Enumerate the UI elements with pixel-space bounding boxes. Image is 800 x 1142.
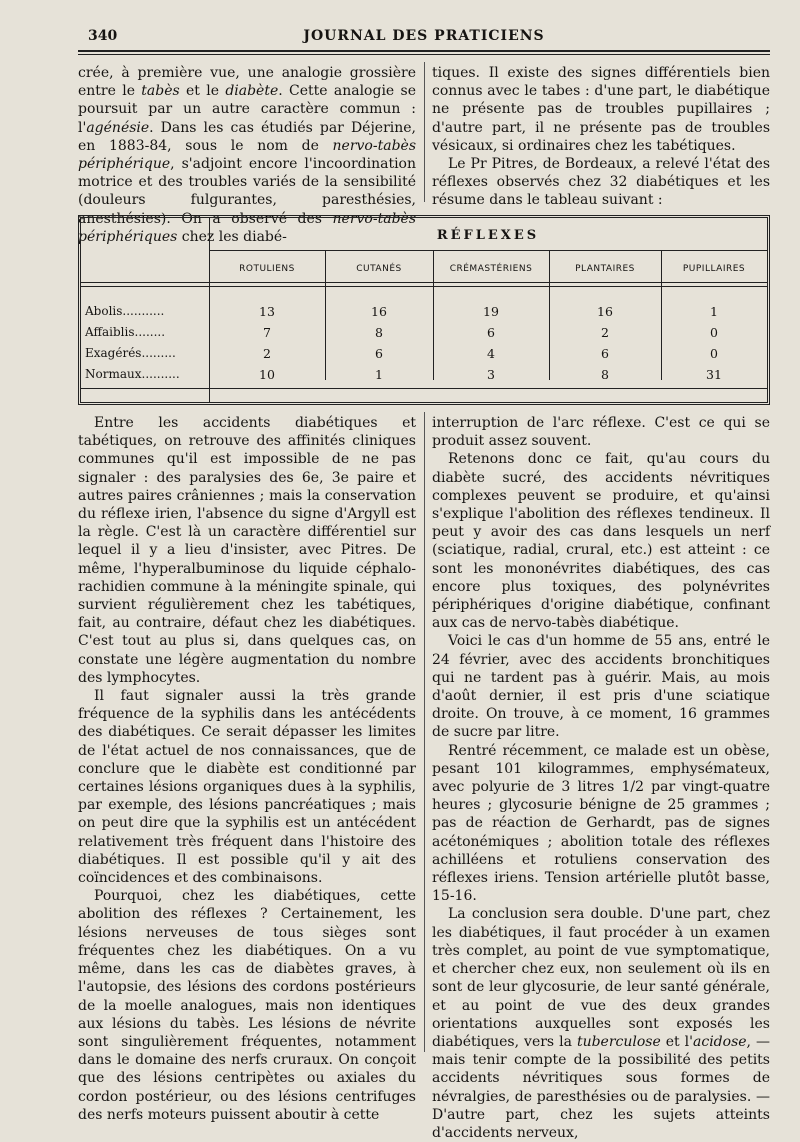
italic-term: agénésie <box>86 119 150 136</box>
bottom-right-paragraph-1 <box>432 414 770 450</box>
table-rule <box>209 250 767 251</box>
table-cell: 0 <box>710 325 718 340</box>
table-cell: 8 <box>375 325 383 340</box>
leader-dots: .......... <box>141 367 180 381</box>
table-cell: 31 <box>706 367 722 382</box>
col-header-cremasteriens: CRÉMASTÉRIENS <box>449 264 533 274</box>
row-label <box>85 304 164 318</box>
italic-term: nervo-tabès périphérique <box>78 137 416 173</box>
col-header-plantaires: PLANTAIRES <box>575 264 635 274</box>
text-run: crée, à première vue, une analogie grossière entre le <box>78 65 416 100</box>
table-rule <box>81 388 767 389</box>
table-cell: 1 <box>375 367 383 382</box>
text-run: La conclusion sera double. D'une part, chez les diabétiques, il faut procéder à un examen très complet, au point de vue symptomatique, et chercher chez eux, non seulement où ils en sont de leur glycosurie, de leur santé générale, et au point de vue des deux grandes orientations auxquelles sont exposés les diabétiques, vers la <box>432 906 770 1050</box>
table-cell: 13 <box>259 304 275 319</box>
running-title: JOURNAL DES PRATICIENS <box>303 28 545 44</box>
row-label <box>85 346 176 360</box>
table-cell: 2 <box>601 325 609 340</box>
table-cell: 1 <box>710 304 718 319</box>
col-header-rotuliens: ROTULIENS <box>239 264 295 274</box>
table-cell: 6 <box>375 346 383 361</box>
leader-dots: ......... <box>141 346 176 360</box>
table-cell: 8 <box>601 367 609 382</box>
top-right-paragraph-2: Le Pr Pitres, de Bordeaux, a relevé l'état des réflexes observés chez 32 diabétiques et les résume dans le tableau suivant : <box>432 156 770 209</box>
row-label-text: Normaux <box>85 367 142 381</box>
italic-term: nervo-tabès périphériques <box>78 210 416 245</box>
italic-term: tuberculose <box>576 1033 661 1050</box>
text-run: chez les diabé- <box>177 228 287 245</box>
page-header <box>78 26 770 50</box>
text-run: Voici le cas d'un homme de 55 ans, entré le 24 février, avec des accidents bronchitiques qui ne tardent pas à guérir. Mais, au mois d'août dernier, il est pris d'une sciatique droite. On trouve, à ce moment, 16 grammes de sucre par litre. <box>432 633 770 741</box>
table-cell: 16 <box>597 304 613 319</box>
header-rule-thin <box>78 54 770 55</box>
col-header-pupillaires: PUPILLAIRES <box>682 264 746 274</box>
header-rule <box>78 50 770 52</box>
bottom-left-paragraph-3: Pourquoi, chez les diabétiques, cette abolition des réflexes ? Certainement, les lésions nerveuses de tous sièges sont fréquentes chez les diabétiques. On a vu même, dans les cas de diabètes graves, à l'autopsie, des lésions des cordons postérieurs de la moelle analogues, mais non identiques aux lésions du tabès. Les lésions de névrite sont singulièrement fréquentes, notamment dans le domaine des nerfs cruraux. On conçoit que des lésions centripètes ou axiales du cordon postérieur, ou des lésions centrifuges des nerfs moteurs puissent aboutir à cette <box>78 888 416 1123</box>
table-group-title: RÉFLEXES <box>436 228 540 243</box>
table-cell: 4 <box>487 346 495 361</box>
column-divider-bottom <box>424 412 425 1052</box>
row-label-text: Affaiblis <box>85 325 135 339</box>
bottom-right-paragraph-2 <box>432 450 770 632</box>
table-cell: 10 <box>259 367 275 382</box>
table-cell: 6 <box>601 346 609 361</box>
bottom-left-column <box>78 414 416 1124</box>
col-header-cutanes: CUTANÉS <box>356 264 402 274</box>
row-label <box>85 325 165 339</box>
leader-dots: ........ <box>134 325 166 339</box>
italic-term: diabète <box>225 83 279 100</box>
bottom-right-paragraph-5 <box>432 905 770 1142</box>
text-run: , s'adjoint encore l'incoordination motrice et des troubles variés de la sensibilité (douleurs fulgurantes, paresthésies, anesthésies). On a observé des <box>78 156 416 227</box>
bottom-right-paragraph-4 <box>432 742 770 906</box>
table-cell: 2 <box>263 346 271 361</box>
top-right-paragraph-1: tiques. Il existe des signes différentiels bien connus avec le tabes : d'une part, le diabétique ne présente pas de troubles pupillaires ; d'autre part, il ne présente pas de troubles vésicaux, si ordinaires chez les tabétiques. <box>432 65 770 154</box>
text-run: Rentré récemment, ce malade est un obèse, pesant 101 kilogrammes, emphysémateux, avec polyurie de 3 litres 1/2 par vingt-quatre heures ; glycosurie bénigne de 25 grammes ; pas de réaction de Gerhardt, pas de signes acétonémiques ; abolition totale des réflexes achilléens et rotuliens conservation des réflexes iriens. Tension artérielle plutôt basse, 15-16. <box>432 742 770 905</box>
table-cell: 3 <box>487 367 495 382</box>
text-run: et le <box>179 83 226 100</box>
table-cell: 0 <box>710 346 718 361</box>
table-cell: 6 <box>487 325 495 340</box>
top-right-column <box>432 64 770 210</box>
column-divider-top <box>424 62 425 202</box>
text-run: . Cette analogie se poursuit par un autre caractère commun : l' <box>78 83 416 136</box>
text-run: interruption de l'arc réflexe. C'est ce qui se produit assez souvent. <box>432 415 770 450</box>
text-run: Retenons donc ce fait, qu'au cours du diabète sucré, des accidents névritiques complexes peuvent se produire, et qu'ainsi s'explique l'abolition des réflexes tendineux. Il peut y avoir des cas dans lesquels un nerf (sciatique, radial, crural, etc.) est atteint : ce sont les mononévrites diabétiques, des cas encore plus toxiques, des polynévrites périphériques d'origine diabétique, confinant aux cas de nervo-tabès diabétique. <box>432 451 770 632</box>
bottom-left-paragraph-2: Il faut signaler aussi la très grande fréquence de la syphilis dans les antécédents des diabétiques. Ce serait dépasser les limites de l'état actuel de nos connaissances, que de conclure que le diabète est conditionné par certaines lésions organiques dues à la syphilis, par exemple, des lésions pancréatiques ; mais on peut dire que la syphilis est un antécédent relativement très fréquent dans l'histoire des diabétiques. Il est possible qu'il y ait des coïncidences et des combinaisons. <box>78 688 416 887</box>
bottom-right-column <box>432 414 770 1142</box>
text-run: . Dans les cas étudiés par Déjerine, en 1883-84, sous le nom de <box>78 119 416 154</box>
bottom-right-paragraph-3 <box>432 632 770 741</box>
page-number: 340 <box>88 28 118 44</box>
row-label-text: Abolis <box>85 304 123 318</box>
table-rule <box>81 282 767 283</box>
table-cell: 7 <box>263 325 271 340</box>
text-run: et l' <box>660 1033 694 1050</box>
italic-term: acidose <box>693 1033 747 1050</box>
table-cell: 16 <box>371 304 387 319</box>
leader-dots: ........... <box>122 304 165 318</box>
row-label <box>85 367 180 381</box>
italic-term: tabès <box>141 83 180 100</box>
table-divider <box>209 218 210 402</box>
table-cell: 19 <box>483 304 499 319</box>
reflexes-table <box>78 215 770 405</box>
text-run: , — mais tenir compte de la possibilité des petits accidents névritiques sous formes de névralgies, de paresthésies ou de paralysies. — D'autre part, chez les sujets atteints d'accidents nerveux, <box>432 1033 770 1141</box>
row-label-text: Exagérés <box>85 346 142 360</box>
bottom-left-paragraph-1: Entre les accidents diabétiques et tabétiques, on retrouve des affinités cliniques communes qu'il est impossible de ne pas signaler : des paralysies des 6e, 3e paire et autres paires crâniennes ; mais la conservation du réflexe irien, l'absence du signe d'Argyll est la règle. C'est là un caractère différentiel sur lequel il y a lieu d'insister, avec Pitres. De même, l'hyperalbuminose du liquide céphalo-rachidien commune à la méningite spinale, qui survient régulièrement chez les tabétiques, fait, au contraire, défaut chez les diabétiques. C'est tout au plus si, dans quelques cas, on constate une légère augmentation du nombre des lymphocytes. <box>78 415 416 686</box>
table-rule <box>81 286 767 287</box>
